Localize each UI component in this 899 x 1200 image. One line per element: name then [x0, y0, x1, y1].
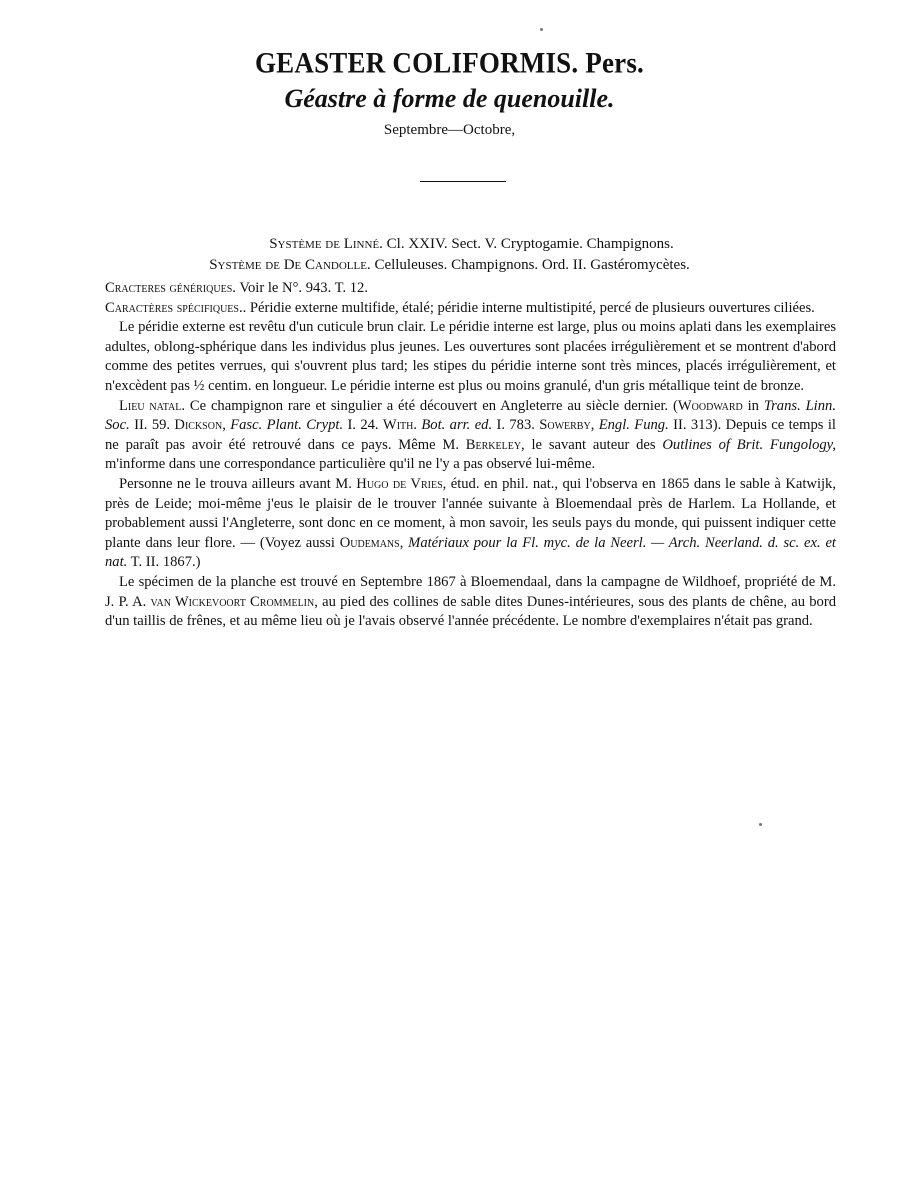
season-line: Septembre—Octobre, — [383, 122, 516, 138]
vries-text-1: Personne ne le trouva ailleurs avant M. — [119, 475, 357, 492]
ref-bot-arr-ed: Bot. arr. ed. — [421, 417, 493, 434]
author-woodward: Woodward — [677, 397, 743, 414]
habitat-text-1: Ce champignon rare et singulier a été découvert en Angleterre au siècle dernier. ( — [189, 397, 678, 414]
linne-system-text: Cl. XXIV. Sect. V. Cryptogamie. Champignons. — [386, 236, 674, 252]
vries-text-2: étud. en phil. nat., qui l'observa en 1865 dans le sable à Katwijk, près de Leide; moi-même j'eus le plaisir de le trouver l'année suivante à Bloemendaal près de Harlem. La Hollande, et probablement aussi l'Angleterre, sont donc en ce moment, à mon savoir, les seuls pays du monde, qui puissent indiquer cette plante dans leur flore. — (Voyez aussi — [105, 475, 837, 551]
generic-characters-label: Cracteres génériques. — [105, 280, 236, 296]
habitat-text-11: m'informe dans une correspondance particulière qu'il ne l'y a pas observé lui-même. — [105, 456, 596, 473]
candolle-system-text: Celluleuses. Champignons. Ord. II. Gastéromycètes. — [374, 257, 690, 273]
habitat-paragraph — [105, 397, 836, 475]
candolle-system-label: Système de De Candolle. — [209, 257, 371, 273]
french-name: Géastre à forme de quenouille. — [284, 84, 615, 113]
habitat-text-5: I. 24. — [343, 417, 383, 434]
author-with: With. — [382, 417, 418, 434]
habitat-label: Lieu natal. — [119, 397, 186, 414]
specific-characters-text: Péridie externe multifide, étalé; péridie interne multistipité, percé de plusieurs ouvertures ciliées. — [249, 299, 815, 316]
dust-speck — [759, 823, 762, 826]
vries-text-4: T. II. 1867.) — [127, 554, 201, 571]
habitat-text-9: II. 313). Depuis ce temps il ne paraît pas avoir été retrouvé dans ce pays. Même M. — [105, 417, 836, 453]
owner-name: van Wickevoort Crommelin, — [150, 593, 318, 610]
specific-characters-label: Caractères spécifiques.. — [105, 299, 247, 316]
dust-speck — [540, 28, 543, 31]
candolle-system-line — [0, 257, 899, 274]
ref-trans-linn-soc: Trans. Linn. Soc. — [105, 397, 836, 434]
ref-engl-fung: Engl. Fung. — [598, 417, 669, 434]
specimen-text-1: Le spécimen de la planche est trouvé en Septembre 1867 à Bloemendaal, dans la campagne de Wildhoef, propriété de M. J. P. A. — [105, 573, 836, 610]
habitat-text-7: I. 783. — [492, 417, 540, 434]
ref-fasc-plant-crypt: Fasc. Plant. Crypt. — [230, 417, 344, 434]
separator-rule — [420, 181, 506, 182]
linne-system-label: Système de Linné. — [269, 236, 383, 252]
specimen-paragraph — [105, 573, 836, 632]
description-paragraph: Le péridie externe est revêtu d'un cuticule brun clair. Le péridie interne est large, plus ou moins aplati dans les exemplaires adultes, oblong-sphérique dans les individus plus jeunes. Les ouvertures sont placées irrégulièrement et se montrent d'abord comme des petites verrues, qui s'ouvrent plus tard; les stipes du péridie interne sont très minces, placés irrégulièrement, et n'excèdent pas ½ centim. en longueur. Le péridie interne est plus ou moins granulé, d'un gris métallique teint de bronze. — [105, 319, 836, 394]
author-oudemans: Oudemans, — [339, 534, 404, 551]
ref-outlines-brit-fungology: Outlines of Brit. Fungology, — [662, 436, 836, 453]
ref-materiaux: Matériaux pour la Fl. myc. de la Neerl. — Arch. Neerland. d. sc. ex. et nat. — [105, 534, 836, 571]
generic-characters-text: Voir le N°. 943. T. 12. — [239, 280, 368, 296]
habitat-text-2: in — [742, 397, 764, 414]
species-title: GEASTER COLIFORMIS. Pers. — [254, 46, 645, 80]
specimen-text-2: au pied des collines de sable dites Dunes-intérieures, sous des plants de chêne, au bord d'un taillis de frênes, et au même lieu où je l'avais observé l'année précédente. Le nombre d'exemplaires n'était pas grand. — [105, 593, 836, 630]
linne-system-line — [0, 236, 899, 253]
author-hugo-de-vries: Hugo de Vries, — [356, 475, 447, 492]
author-berkeley: Berkeley, — [465, 436, 525, 453]
body-text — [105, 279, 836, 632]
specific-characters — [105, 299, 836, 319]
habitat-text-10: le savant auteur des — [524, 436, 663, 453]
author-sowerby: Sowerby, — [539, 417, 595, 434]
habitat-text-3: II. 59. — [129, 417, 175, 434]
author-dickson: Dickson, — [174, 417, 226, 434]
vries-paragraph — [105, 475, 836, 573]
generic-characters — [105, 279, 836, 299]
